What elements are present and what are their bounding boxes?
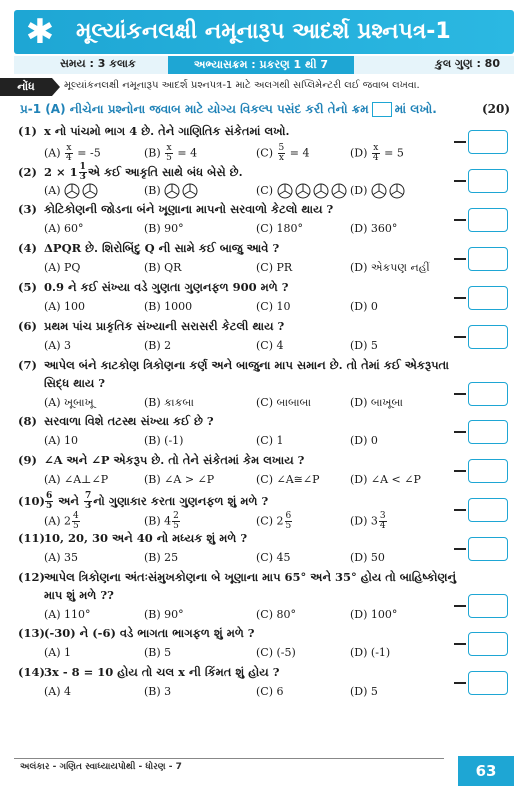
section-instruction: પ્ર-1 (A) નીચેના પ્રશ્નોના જવાબ માટે યોગ્ય વિકલ્પ પસંદ કરી તેનો ક્રમ માં લખો. — [20, 102, 437, 116]
question-text — [18, 202, 333, 217]
answer-box[interactable] — [468, 537, 508, 561]
option-a[interactable]: (A) 1 — [44, 646, 72, 659]
answer-dash — [454, 470, 466, 472]
question-stem: પ્રથમ પાંચ પ્રાકૃતિક સંખ્યાની સરાસરી કેટલી થાય ? — [44, 319, 285, 333]
question-number: (9) — [18, 453, 37, 467]
answer-dash — [454, 682, 466, 684]
option-b[interactable]: (B) 90° — [144, 608, 184, 621]
option-c[interactable]: (C) બાબાબા — [256, 396, 312, 409]
footer-text: અલંકાર - ગણિત સ્વાધ્યાયપોથી - ધોરણ - 7 — [20, 762, 182, 772]
answer-box[interactable] — [468, 498, 508, 522]
answer-box[interactable] — [468, 420, 508, 444]
question-number: (12) — [18, 570, 45, 584]
option-d[interactable]: (D) 0 — [350, 300, 378, 313]
question-stem: આપેલ બંને કાટકોણ ત્રિકોણના કર્ણ અને બાજુના માપ સમાન છે. તો તેમાં કઈ એકરૂપતા — [44, 358, 449, 372]
answer-box[interactable] — [468, 459, 508, 483]
pie-thirds-icon — [82, 183, 98, 199]
answer-dash — [454, 548, 466, 550]
question-stem: 2 × 1 $\frac{1}{3}$ એ કઈ આકૃતિ સાથે બંધ બેસે છે. — [44, 162, 243, 182]
question-number: (7) — [18, 358, 37, 372]
option-c[interactable]: (C) 4 — [256, 339, 284, 352]
option-a[interactable]: (A) ખૂબાખૂ — [44, 396, 94, 409]
exam-info-bar — [14, 56, 514, 74]
option-c[interactable]: (C) PR — [256, 261, 293, 274]
section-heading — [20, 102, 510, 122]
question-text — [18, 453, 304, 468]
time-label: સમય : 3 કલાક — [60, 57, 136, 70]
answer-box[interactable] — [468, 169, 508, 193]
answer-box[interactable] — [468, 286, 508, 310]
option-d[interactable]: (D) 100° — [350, 608, 398, 621]
option-d[interactable]: (D) ∠A < ∠P — [350, 473, 421, 486]
option-c[interactable]: (C) — [256, 183, 349, 199]
page-title: મૂલ્યાંકનલક્ષી નમૂનારૂપ આદર્શ પ્રશ્નપત્ર-1 — [76, 19, 451, 44]
option-d[interactable]: (D) — [350, 183, 407, 199]
pie-thirds-icon — [164, 183, 180, 199]
question-text — [18, 241, 279, 256]
title-banner — [14, 10, 514, 54]
answer-dash — [454, 219, 466, 221]
answer-dash — [454, 643, 466, 645]
pie-thirds-icon — [371, 183, 387, 199]
option-a[interactable]: (A) 2 $\frac{4}{5}$ — [44, 511, 79, 531]
answer-dash — [454, 297, 466, 299]
option-b[interactable]: (B) (-1) — [144, 434, 184, 447]
question-number: (4) — [18, 241, 37, 255]
option-d[interactable]: (D) 0 — [350, 434, 378, 447]
pie-thirds-icon — [64, 183, 80, 199]
option-c[interactable]: (C) $\frac{5}{x}$ = 4 — [256, 143, 310, 163]
option-a[interactable]: (A) 10 — [44, 434, 79, 447]
question-number: (1) — [18, 124, 37, 138]
option-b[interactable]: (B) 5 — [144, 646, 172, 659]
question-number: (2) — [18, 164, 37, 179]
question-stem: (-30) ને (-6) વડે ભાગતા ભાગફળ શું મળે ? — [44, 626, 255, 640]
option-b[interactable]: (B) $\frac{x}{5}$ = 4 — [144, 143, 198, 163]
option-b[interactable]: (B) 4 $\frac{2}{5}$ — [144, 511, 179, 531]
question-stem: સરવાળા વિશે તટસ્થ સંખ્યા કઈ છે ? — [44, 414, 214, 428]
page-footer — [0, 756, 530, 795]
option-d[interactable]: (D) 3 $\frac{3}{4}$ — [350, 511, 386, 531]
answer-dash — [454, 605, 466, 607]
answer-dash — [454, 393, 466, 395]
option-c[interactable]: (C) 45 — [256, 551, 291, 564]
option-d[interactable]: (D) 5 — [350, 339, 378, 352]
answer-box[interactable] — [468, 594, 508, 618]
section-marks: (20) — [481, 102, 510, 116]
question-stem: કોટિકોણની જોડના બંને ખૂણાના માપનો સરવાળો કેટલો થાય ? — [44, 202, 334, 216]
question-stem: 0.9 ને કઈ સંખ્યા વડે ગુણતા ગુણનફળ 900 મળે ? — [44, 280, 289, 294]
note-arrow-icon — [52, 78, 60, 96]
option-b[interactable]: (B) QR — [144, 261, 182, 274]
option-b[interactable]: (B) 25 — [144, 551, 179, 564]
answer-dash — [454, 336, 466, 338]
question-text — [18, 570, 456, 585]
answer-box[interactable] — [468, 247, 508, 271]
answer-dash — [454, 180, 466, 182]
question-number: (13) — [18, 626, 45, 640]
question-stem: $\frac{6}{5}$ અને $\frac{7}{3}$ નો ગુણાકાર કરતા ગુણનફળ શું મળે ? — [46, 491, 269, 511]
question-text — [18, 626, 255, 641]
note-tag: નોંધ — [0, 78, 52, 96]
pie-thirds-icon — [331, 183, 347, 199]
option-a[interactable]: (A) ∠A⊥∠P — [44, 473, 109, 486]
answer-dash — [454, 509, 466, 511]
option-d[interactable]: (D) (-1) — [350, 646, 391, 659]
option-d[interactable]: (D) $\frac{x}{4}$ = 5 — [350, 143, 404, 163]
question-text — [18, 280, 288, 295]
pie-thirds-icon — [295, 183, 311, 199]
pie-thirds-icon — [182, 183, 198, 199]
option-a[interactable]: (A) 3 — [44, 339, 72, 352]
option-a[interactable]: (A) $\frac{x}{4}$ = -5 — [44, 143, 101, 163]
pie-thirds-icon — [313, 183, 329, 199]
option-c[interactable]: (C) 10 — [256, 300, 291, 313]
question-text — [18, 163, 243, 182]
option-a[interactable]: (A) 100 — [44, 300, 86, 313]
question-number: (6) — [18, 319, 37, 333]
option-a[interactable]: (A) 60° — [44, 222, 84, 235]
total-marks-label: કુલ ગુણ : 80 — [435, 57, 500, 70]
option-b[interactable]: (B) 90° — [144, 222, 184, 235]
answer-box[interactable] — [468, 382, 508, 406]
option-a[interactable]: (A) 4 — [44, 685, 72, 698]
question-text — [18, 358, 449, 373]
note-text: મૂલ્યાંકનલક્ષી નમૂનારૂપ આદર્શ પ્રશ્નપત્ર-1 માટે અલગથી સપ્લિમેન્ટરી લઈ જવાબ લખવા. — [64, 80, 420, 91]
question-number: (8) — [18, 414, 37, 428]
option-c[interactable]: (C) 2 $\frac{6}{5}$ — [256, 511, 292, 531]
option-d[interactable]: (D) એકપણ નહીં — [350, 261, 430, 274]
answer-box[interactable] — [468, 632, 508, 656]
question-text — [18, 319, 284, 334]
pie-thirds-icon — [389, 183, 405, 199]
question-text — [18, 414, 214, 429]
question-stem: 3x - 8 = 10 હોય તો ચલ x ની કિંમત શું હોય ? — [44, 665, 280, 679]
question-number: (5) — [18, 280, 37, 294]
answer-dash — [454, 141, 466, 143]
option-c[interactable]: (C) 80° — [256, 608, 296, 621]
option-c[interactable]: (C) 6 — [256, 685, 284, 698]
question-stem: ΔPQR છે. શિરોબિંદુ Q ની સામે કઈ બાજુ આવે ? — [44, 241, 280, 255]
note-bar — [0, 78, 530, 96]
question-number: (3) — [18, 202, 37, 216]
inline-blank-box — [372, 102, 392, 117]
option-b[interactable]: (B) ∠A > ∠P — [144, 473, 215, 486]
question-stem: 10, 20, 30 અને 40 નો મધ્યક શું મળે ? — [44, 531, 248, 545]
answer-dash — [454, 431, 466, 433]
question-text-continued: સિદ્ધ થાય ? — [44, 376, 106, 390]
option-a[interactable]: (A) — [44, 183, 100, 199]
pie-thirds-icon — [277, 183, 293, 199]
option-d[interactable]: (D) 5 — [350, 685, 378, 698]
question-stem: આપેલ ત્રિકોણના અંતઃસંમુખકોણના બે ખૂણાના માપ 65° અને 35° હોય તો બાહિષ્કોણનું — [44, 570, 457, 584]
question-number: (11) — [18, 531, 45, 545]
option-b[interactable]: (B) 3 — [144, 685, 172, 698]
question-stem: x નો પાંચમો ભાગ 4 છે. તેને ગાણિતિક સંકેતમાં લખો. — [44, 124, 290, 138]
question-text — [18, 124, 290, 139]
page-number: 63 — [458, 756, 514, 786]
option-a[interactable]: (A) PQ — [44, 261, 81, 274]
question-number: (14) — [18, 665, 45, 679]
option-c[interactable]: (C) 180° — [256, 222, 303, 235]
option-b[interactable]: (B) 1000 — [144, 300, 193, 313]
answer-box[interactable] — [468, 325, 508, 349]
question-text — [18, 665, 279, 680]
syllabus-label: અભ્યાસક્રમ : પ્રકરણ 1 થી 7 — [168, 56, 354, 74]
asterisk-icon: ✱ — [25, 12, 55, 52]
question-text — [18, 492, 268, 511]
answer-box[interactable] — [468, 671, 508, 695]
answer-box[interactable] — [468, 130, 508, 154]
question-number: (10) — [18, 493, 45, 508]
answer-dash — [454, 258, 466, 260]
page-header — [0, 0, 530, 78]
question-text — [18, 531, 247, 546]
option-d[interactable]: (D) બાખૂબા — [350, 396, 403, 409]
option-a[interactable]: (A) 110° — [44, 608, 91, 621]
option-c[interactable]: (C) (-5) — [256, 646, 296, 659]
option-d[interactable]: (D) 360° — [350, 222, 398, 235]
option-c[interactable]: (C) 1 — [256, 434, 284, 447]
option-d[interactable]: (D) 50 — [350, 551, 385, 564]
option-b[interactable]: (B) કાકબા — [144, 396, 194, 409]
option-a[interactable]: (A) 35 — [44, 551, 79, 564]
option-b[interactable]: (B) 2 — [144, 339, 172, 352]
answer-box[interactable] — [468, 208, 508, 232]
footer-divider — [14, 758, 444, 759]
question-text-continued: માપ શું મળે ?? — [44, 588, 114, 602]
option-b[interactable]: (B) — [144, 183, 200, 199]
option-c[interactable]: (C) ∠A≅∠P — [256, 473, 320, 486]
question-stem: ∠A અને ∠P એકરૂપ છે. તો તેને સંકેતમાં કેમ લખાય ? — [44, 453, 305, 467]
